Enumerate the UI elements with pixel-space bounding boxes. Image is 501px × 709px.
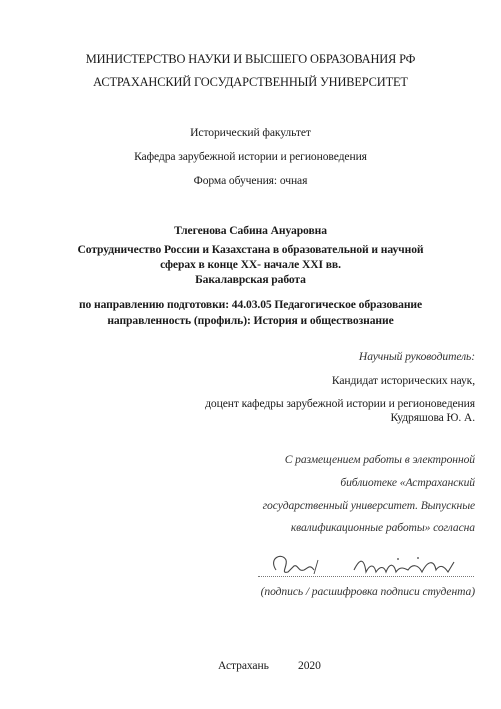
supervisor-label: Научный руководитель: (358, 350, 475, 363)
footer-year: 2020 (298, 659, 321, 672)
thesis-title-line1: Сотрудничество России и Казахстана в образовательной и научной (77, 243, 424, 256)
supervisor-position: доцент кафедры зарубежной истории и регионоведения (205, 397, 475, 410)
consent-line2: библиотеке «Астраханский (340, 476, 475, 489)
university-header: АСТРАХАНСКИЙ ГОСУДАРСТВЕННЫЙ УНИВЕРСИТЕТ (93, 75, 408, 89)
direction-line1: по направлению подготовки: 44.03.05 Педагогическое образование (78, 298, 423, 311)
ministry-header: МИНИСТЕРСТВО НАУКИ И ВЫСШЕГО ОБРАЗОВАНИЯ РФ (85, 52, 416, 66)
author-name: Тлегенова Сабина Ануаровна (174, 224, 327, 237)
footer-city: Астрахань (218, 659, 269, 672)
thesis-title-line2: сферах в конце XX- начале XXI вв. (160, 258, 341, 271)
faculty-label: Исторический факультет (190, 126, 311, 139)
consent-line3: государственный университет. Выпускные (262, 499, 475, 512)
study-form-label: Форма обучения: очная (193, 174, 308, 187)
signature-line (258, 576, 474, 577)
signature-caption: (подпись / расшифровка подписи студента) (260, 585, 475, 598)
direction-line2: направленность (профиль): История и обществознание (107, 314, 394, 327)
department-label: Кафедра зарубежной истории и регионоведения (134, 150, 367, 163)
consent-line4: квалификационные работы» согласна (290, 521, 475, 534)
supervisor-name: Кудряшова Ю. А. (390, 411, 475, 424)
work-type: Бакалаврская работа (195, 273, 306, 286)
supervisor-degree: Кандидат исторических наук, (331, 374, 475, 387)
consent-line1: С размещением работы в электронной (284, 453, 475, 466)
